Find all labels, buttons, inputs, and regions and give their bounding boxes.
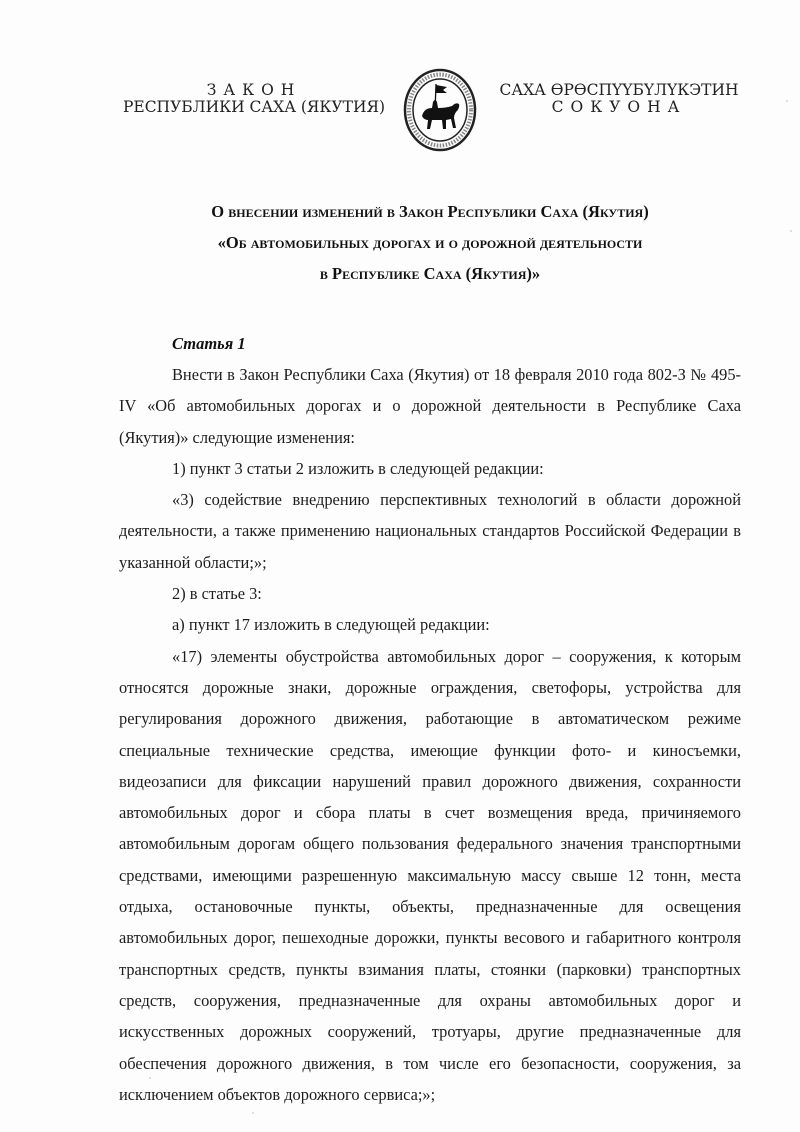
title-line-1: О внесении изменений в Закон Республики Саха (Якутия) bbox=[211, 202, 649, 221]
paragraph-item-2: 2) в статье 3: bbox=[172, 584, 262, 604]
scan-artifact bbox=[149, 1077, 151, 1079]
header-yakut-law-label: СОКУОНА bbox=[551, 98, 687, 116]
paragraph-item-2a-text: «17) элементы обустройства автомобильных дорог – сооружения, к которым относятся дорожные знаки, дорожные ограждения, светофоры, устройства для регулирования дорожного движения, работающие в автоматическом режиме специальные технические средства, имеющие функции фото- и киносъемки, видеозаписи для фиксации нарушений правил дорожного движения, сохранности автомобильных дорог и сбора платы в счет возмещения вреда, причиняемого автомобильным дорогам общего пользования федерального значения транспортными средствами, имеющими разрешенную максимальную массу свыше 12 тонн, места отдыха, остановочные пункты, объекты, предназначенные для освещения автомобильных дорог, пешеходные дорожки, пункты весового и габаритного контроля транспортных средств, пункты взимания платы, стоянки (парковки) транспортных средств, сооружения, предназначенные для охраны автомобильных дорог и искусственных дорожных сооружений, тротуары, другие предназначенные для обеспечения дорожного движения, в том числе его безопасности, сооружения, за исключением объектов дорожного сервиса;»; bbox=[119, 646, 741, 1104]
scan-artifact bbox=[790, 230, 792, 232]
article-body bbox=[119, 359, 741, 1110]
article-heading: Статья 1 bbox=[172, 334, 246, 353]
coat-of-arms-rider-icon bbox=[402, 68, 478, 152]
paragraph-item-1: 1) пункт 3 статьи 2 изложить в следующей редакции: bbox=[172, 458, 544, 478]
paragraph-item-1-text: «3) содействие внедрению перспективных технологий в области дорожной деятельности, а также применению национальных стандартов Российской Федерации в указанной области;»; bbox=[119, 490, 741, 572]
paragraph-item-2a: а) пункт 17 изложить в следующей редакции: bbox=[172, 615, 490, 635]
header-yakut-republic-name: САХА ӨРӨСПҮҮБҮЛҮКЭТИН bbox=[499, 81, 739, 99]
document-title bbox=[150, 196, 710, 289]
title-line-2: «Об автомобильных дорогах и о дорожной деятельности bbox=[217, 233, 643, 252]
header-left bbox=[118, 82, 390, 116]
scan-artifact bbox=[786, 100, 788, 102]
header-law-label: ЗАКОН bbox=[206, 81, 302, 99]
header-republic-name: РЕСПУБЛИКИ САХА (ЯКУТИЯ) bbox=[122, 98, 386, 116]
title-line-3: в Республике Саха (Якутия)» bbox=[319, 264, 541, 283]
paragraph-intro: Внести в Закон Республики Саха (Якутия) от 18 февраля 2010 года 802-З № 495-IV «Об автомобильных дорогах и о дорожной деятельности в Республике Саха (Якутия)» следующие изменения: bbox=[119, 365, 741, 447]
scan-artifact bbox=[252, 1112, 254, 1114]
header-right bbox=[488, 82, 750, 116]
